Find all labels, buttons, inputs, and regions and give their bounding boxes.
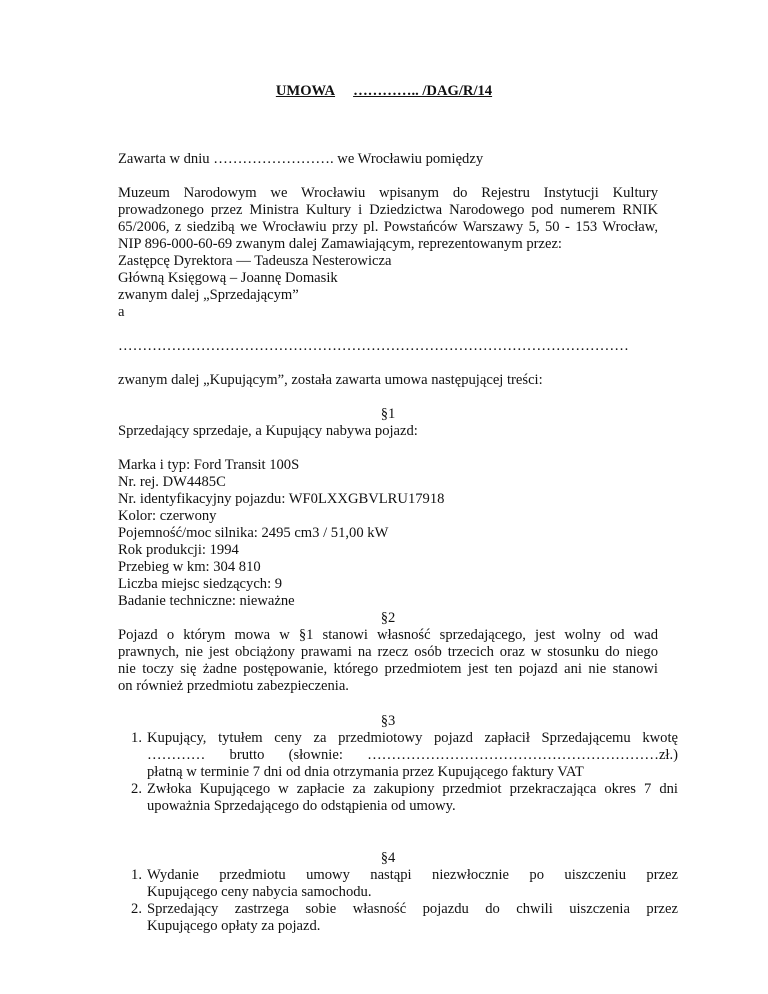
- vehicle-field: Liczba miejsc siedzących: 9: [118, 576, 283, 592]
- section-3-list: [118, 730, 678, 815]
- seller-named: zwanym dalej „Sprzedającym”: [118, 287, 299, 303]
- item-line: Zwłoka Kupującego w zapłacie za zakupiony przedmiot przekraczająca okres 7 dni: [147, 781, 678, 797]
- item-line-last: płatną w terminie 7 dni od dnia otrzymania przez Kupującego faktury VAT: [147, 764, 584, 780]
- section-2: [118, 610, 658, 695]
- seller-representative-1: Zastępcę Dyrektora — Tadeusza Nesterowicza: [118, 253, 392, 269]
- seller-representative-2: Główną Księgową – Joannę Domasik: [118, 270, 338, 286]
- section-2-line-last: on również przedmiotu zabezpieczenia.: [118, 678, 349, 694]
- item-line-last: upoważnia Sprzedającego do odstąpienia od umowy.: [147, 798, 456, 814]
- section-2-line: Pojazd o którym mowa w §1 stanowi własność sprzedającego, jest wolny od wad: [118, 627, 658, 643]
- item-line-last: Kupującego ceny nabycia samochodu.: [147, 884, 372, 900]
- seller-paragraph: [118, 185, 658, 304]
- vehicle-field: Pojemność/moc silnika: 2495 cm3 / 51,00 kW: [118, 525, 389, 541]
- vehicle-field: Przebieg w km: 304 810: [118, 559, 261, 575]
- vehicle-field: Nr. rej. DW4485C: [118, 474, 226, 490]
- section-3-item-2: [118, 781, 678, 815]
- section-4-list: [118, 867, 678, 935]
- vehicle-field: Rok produkcji: 1994: [118, 542, 239, 558]
- buyer-blank-line: [118, 338, 658, 355]
- section-4-item-2: [118, 901, 678, 935]
- section-3: [118, 713, 658, 730]
- item-number: 1.: [131, 730, 142, 746]
- section-2-line: prawnych, nie jest obciążony prawami na rzecz osób trzecich oraz w stosunku do niego: [118, 644, 658, 660]
- intro-paragraph: [118, 151, 658, 168]
- item-line: ………… brutto (słownie: ……………………………………………………zł.): [147, 747, 678, 763]
- section-2-heading: §2: [380, 610, 396, 626]
- item-line: Sprzedający zastrzega sobie własność pojazdu do chwili uiszczenia przez: [147, 901, 678, 917]
- seller-line: Muzeum Narodowym we Wrocławiu wpisanym do Rejestru Instytucji Kultury: [118, 185, 658, 201]
- vehicle-field: Nr. identyfikacyjny pojazdu: WF0LXXGBVLRU17918: [118, 491, 445, 507]
- and-text: a: [118, 304, 125, 320]
- contract-title: [0, 83, 768, 100]
- section-4-item-1: [118, 867, 678, 901]
- section-2-line: nie toczy się żadne postępowanie, którego przedmiotem jest ten pojazd ani nie stanowi: [118, 661, 658, 677]
- vehicle-details: [118, 457, 658, 610]
- item-line: Wydanie przedmiotu umowy nastąpi niezwłocznie po uiszczeniu przez: [147, 867, 678, 883]
- vehicle-field: Marka i typ: Ford Transit 100S: [118, 457, 300, 473]
- section-3-item-1: [118, 730, 678, 781]
- title-number: ………….. /DAG/R/14: [353, 83, 493, 99]
- seller-line: prowadzonego przez Ministra Kultury i Dziedzictwa Narodowego pod numerem RNIK: [118, 202, 658, 218]
- section-4: [118, 850, 658, 867]
- seller-line: 65/2006, z siedzibą we Wrocławiu przy pl. Powstańców Warszawy 5, 50 - 153 Wrocław,: [118, 219, 658, 235]
- item-line: Kupujący, tytułem ceny za przedmiotowy pojazd zapłacił Sprzedającemu kwotę: [147, 730, 678, 746]
- section-3-heading: §3: [380, 713, 396, 729]
- section-1: [118, 406, 658, 440]
- item-number: 2.: [131, 901, 142, 917]
- vehicle-field: Kolor: czerwony: [118, 508, 217, 524]
- section-1-heading: §1: [380, 406, 396, 422]
- buyer-named-paragraph: [118, 372, 658, 389]
- item-number: 2.: [131, 781, 142, 797]
- vehicle-field: Badanie techniczne: nieważne: [118, 593, 295, 609]
- seller-line-last: NIP 896-000-60-69 zwanym dalej Zamawiającym, reprezentowanym przez:: [118, 236, 562, 252]
- title-umowa: UMOWA: [275, 83, 336, 99]
- buyer-blank: ……………………………………………………………………………………………: [118, 338, 629, 354]
- section-4-heading: §4: [380, 850, 396, 866]
- item-number: 1.: [131, 867, 142, 883]
- and-connector: [118, 304, 658, 321]
- section-1-text: Sprzedający sprzedaje, a Kupujący nabywa pojazd:: [118, 423, 418, 439]
- buyer-named: zwanym dalej „Kupującym”, została zawarta umowa następującej treści:: [118, 372, 543, 388]
- intro-text: Zawarta w dniu ……………………. we Wrocławiu pomiędzy: [118, 151, 484, 167]
- item-line-last: Kupującego opłaty za pojazd.: [147, 918, 321, 934]
